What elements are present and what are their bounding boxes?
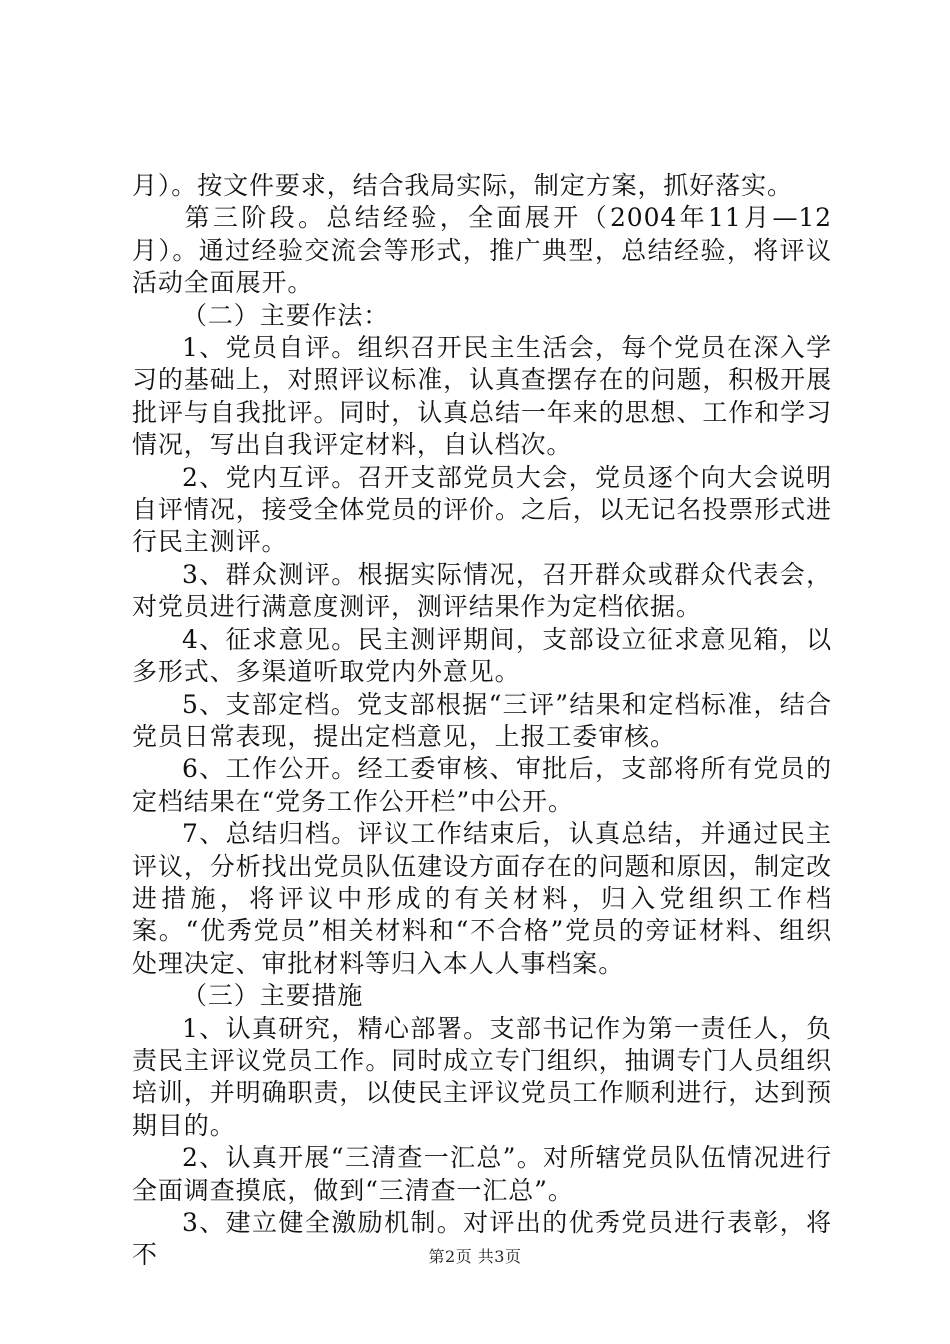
paragraph-3: 1、党员自评。组织召开民主生活会，每个党员在深入学习的基础上，对照评议标准，认真查摆存在的问题，积极开展批评与自我批评。同时，认真总结一年来的思想、工作和学习情况，写出自我评定材料，自认档次。: [132, 333, 832, 460]
paragraph-7: 5、支部定档。党支部根据“三评”结果和定档标准，结合党员日常表现，提出定档意见，上报工委审核。: [132, 689, 832, 751]
document-body: [132, 170, 832, 1272]
paragraph-8: 6、工作公开。经工委审核、审批后，支部将所有党员的定档结果在“党务工作公开栏”中公开。: [132, 754, 832, 816]
paragraph-1: 月）。按文件要求，结合我局实际，制定方案，抓好落实。: [132, 171, 793, 200]
paragraph-10: 1、认真研究，精心部署。支部书记作为第一责任人，负责民主评议党员工作。同时成立专门组织，抽调专门人员组织培训，并明确职责，以使民主评议党员工作顺利进行，达到预期目的。: [132, 1013, 832, 1140]
section-heading-methods: （二）主要作法：: [182, 300, 390, 330]
page-number-footer: 第2页 共3页: [428, 1247, 522, 1266]
paragraph-12: 3、建立健全激励机制。对评出的优秀党员进行表彰，将不: [132, 1208, 832, 1270]
paragraph-4: 2、党内互评。召开支部党员大会，党员逐个向大会说明自评情况，接受全体党员的评价。之后，以无记名投票形式进行民主测评。: [132, 462, 832, 557]
paragraph-5: 3、群众测评。根据实际情况，召开群众或群众代表会，对党员进行满意度测评，测评结果作为定档依据。: [132, 559, 832, 622]
paragraph-9: 7、总结归档。评议工作结束后，认真总结，并通过民主评议，分析找出党员队伍建设方面存在的问题和原因，制定改进措施，将评议中形成的有关材料，归入党组织工作档案。“优秀党员”相关材料和“不合格”党员的旁证材料、组织处理决定、审批材料等归入本人人事档案。: [132, 819, 832, 978]
paragraph-6: 4、征求意见。民主测评期间，支部设立征求意见箱，以多形式、多渠道听取党内外意见。: [132, 624, 832, 687]
paragraph-2: 第三阶段。总结经验，全面展开（2004年11月—12月）。通过经验交流会等形式，推广典型，总结经验，将评议活动全面展开。: [132, 203, 832, 298]
paragraph-11: 2、认真开展“三清查一汇总”。对所辖党员队伍情况进行全面调查摸底，做到“三清查一汇总”。: [132, 1143, 832, 1205]
section-heading-measures: （三）主要措施: [182, 981, 364, 1011]
